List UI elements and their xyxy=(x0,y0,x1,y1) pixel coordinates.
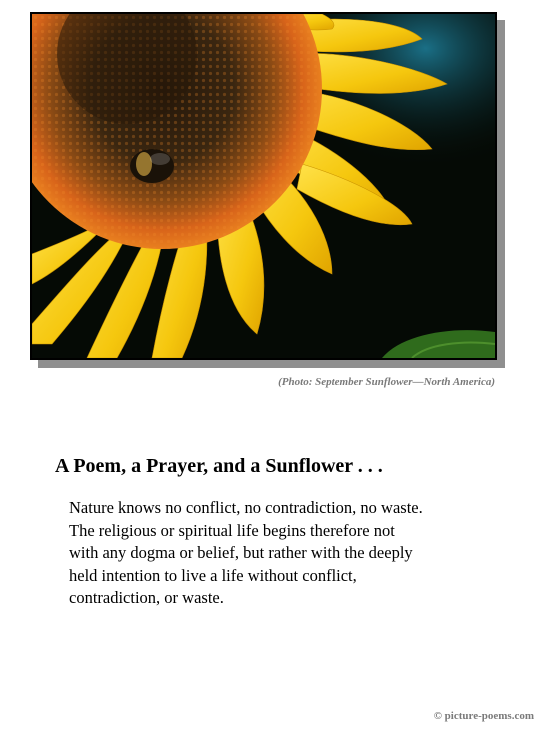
poem-body xyxy=(69,497,489,610)
sunflower-photo xyxy=(30,12,497,360)
poem-line: contradiction, or waste. xyxy=(69,588,224,607)
copyright-notice: © picture-poems.com xyxy=(433,710,534,722)
poem-title: A Poem, a Prayer, and a Sunflower . . . xyxy=(55,455,383,477)
poem-line: with any dogma or belief, but rather with the deeply xyxy=(69,543,413,562)
poem-line: Nature knows no conflict, no contradiction, no waste. xyxy=(69,498,423,517)
poem-line: The religious or spiritual life begins therefore not xyxy=(69,520,395,540)
photo-caption: (Photo: September Sunflower—North America) xyxy=(278,376,495,388)
poem-line: held intention to live a life without conflict, xyxy=(69,565,357,585)
bee-icon xyxy=(130,149,174,183)
sunflower-image xyxy=(32,14,495,358)
